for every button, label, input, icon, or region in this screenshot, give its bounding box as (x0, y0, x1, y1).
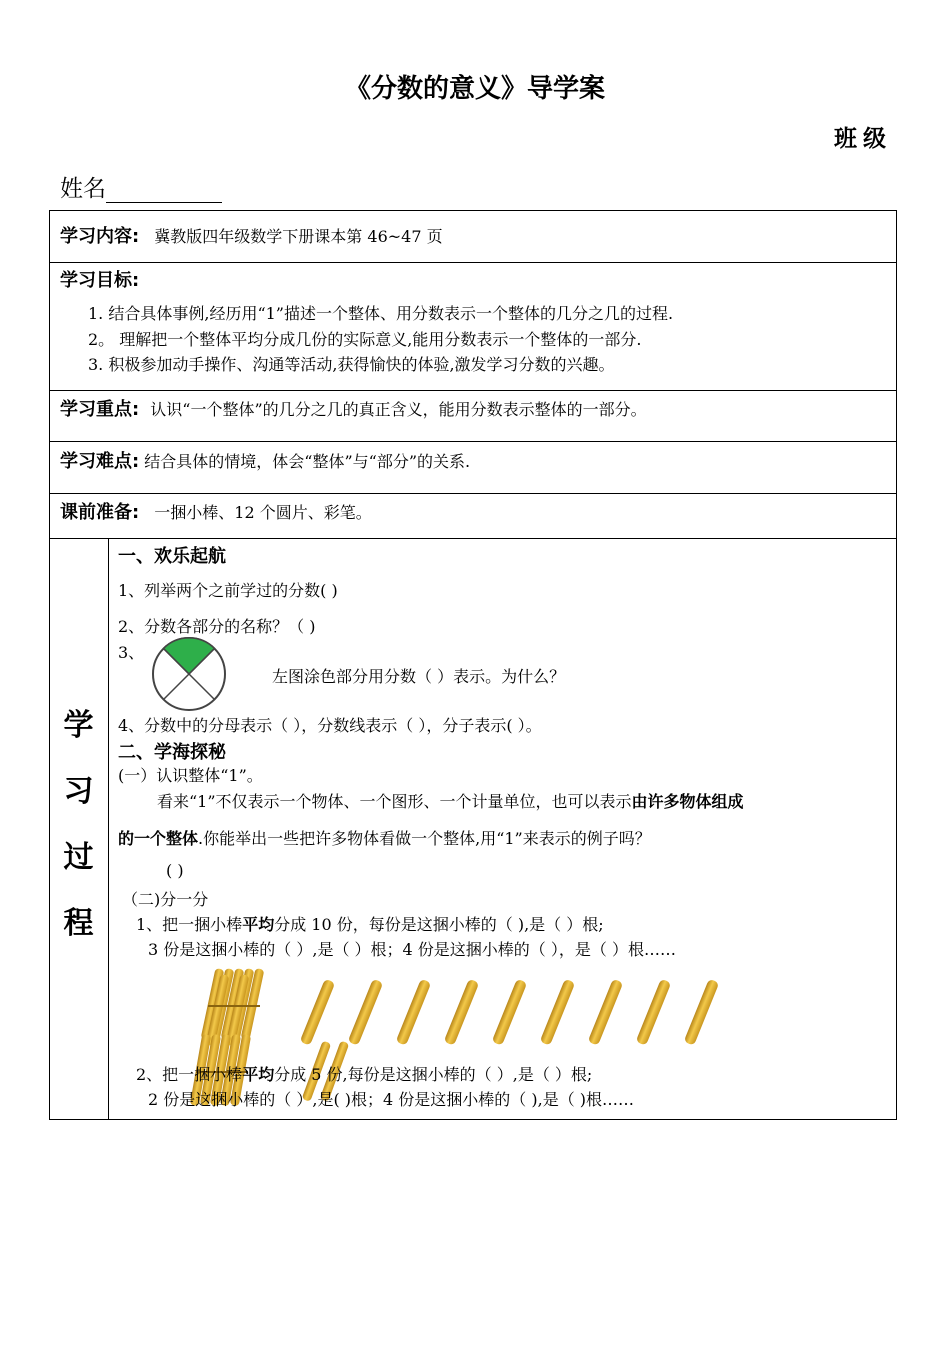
difficulty-label: 学习难点: (60, 451, 140, 472)
text: 分成 5 份,每份是这捆小棒的（ ）,是（ ）根; (274, 1065, 593, 1084)
row-divider (49, 262, 897, 263)
key-point-row (60, 395, 647, 421)
process-char: 过 (63, 840, 94, 875)
text: 1、把一捆小棒 (136, 915, 243, 934)
partition-q1-line1 (136, 912, 604, 935)
shaded-circle-figure (151, 637, 229, 711)
stick-bundle-icon (190, 968, 264, 1106)
difficulty-text: 结合具体的情境，体会“整体”与“部分”的关系. (144, 452, 471, 471)
class-label: 班级 (834, 126, 892, 152)
content-text: 冀教版四年级数学下册课本第 46~47 页 (154, 227, 443, 246)
text: 2、把一捆小棒 (136, 1065, 243, 1084)
goals-label: 学习目标: (60, 270, 140, 291)
content-row (60, 222, 443, 248)
para-bold: 由许多物体组成 (631, 792, 744, 811)
bold-text: 平均 (242, 1065, 275, 1084)
subsection-2-title: （二)分一分 (122, 890, 209, 909)
partition-q2-line1 (136, 1062, 592, 1085)
partition-q1-line2: 3 份是这捆小棒的（ ）,是（ ）根；4 份是这捆小棒的（ ），是（ ）根…… (148, 940, 676, 959)
row-divider (49, 493, 897, 494)
bold-text: 平均 (242, 915, 275, 934)
partition-q2-line2: 2 份是这捆小棒的（ ）,是( )根；4 份是这捆小棒的（ ),是（ )根…… (148, 1090, 635, 1109)
page-title: 《分数的意义》导学案 (344, 74, 605, 104)
question-4: 4、分数中的分母表示（ ），分数线表示（ ），分子表示( ）。 (118, 716, 542, 735)
name-field (60, 170, 222, 203)
name-label: 姓名 (60, 176, 106, 202)
prep-text: 一捆小棒、12 个圆片、彩笔。 (154, 503, 372, 522)
key-point-text: 认识“一个整体”的几分之几的真正含义，能用分数表示整体的一部分。 (150, 400, 647, 419)
question-3-text: 左图涂色部分用分数（ ）表示。为什么？ (272, 667, 566, 686)
process-char: 学 (63, 708, 94, 743)
question-2: 2、分数各部分的名称？（ ) (118, 617, 316, 636)
para-text: 看来“1”不仅表示一个物体、一个图形、一个计量单位，也可以表示 (157, 792, 632, 811)
para-text: .你能举出一些把许多物体看做一个整体,用“1”来表示的例子吗？ (198, 829, 651, 848)
goal-item: 1. 结合具体事例,经历用“1”描述一个整体、用分数表示一个整体的几分之几的过程. (88, 304, 674, 323)
row-divider (49, 441, 897, 442)
row-divider (49, 390, 897, 391)
goal-item: 3. 积极参加动手操作、沟通等活动,获得愉快的体验,激发学习分数的兴趣。 (88, 355, 615, 374)
para-bold: 的一个整体 (118, 829, 199, 848)
goal-item: 2。 理解把一个整体平均分成几份的实际意义,能用分数表示一个整体的一部分. (88, 330, 642, 349)
column-divider (108, 538, 109, 1120)
content-label: 学习内容: (60, 226, 140, 247)
whole-paragraph-line2 (118, 826, 651, 849)
process-char: 程 (63, 906, 94, 941)
example-blank: ( ) (166, 861, 184, 880)
process-char: 习 (63, 774, 94, 809)
text: 分成 10 份，每份是这捆小棒的（ ),是（ ）根; (274, 915, 604, 934)
question-1: 1、列举两个之前学过的分数( ) (118, 581, 338, 600)
subsection-1-title: (一）认识整体“1”。 (118, 766, 263, 785)
name-blank[interactable] (106, 180, 222, 203)
process-side-label (49, 700, 108, 964)
prep-row (60, 498, 372, 524)
section1-heading: 一、欢乐起航 (118, 546, 226, 567)
section2-heading: 二、学海探秘 (118, 742, 226, 763)
prep-label: 课前准备: (60, 502, 140, 523)
sticks-illustration (190, 964, 750, 1144)
whole-paragraph-line1 (157, 789, 744, 812)
row-divider (49, 538, 897, 539)
question-3-number: 3、 (118, 643, 145, 662)
key-point-label: 学习重点: (60, 399, 140, 420)
difficulty-row (60, 447, 470, 473)
